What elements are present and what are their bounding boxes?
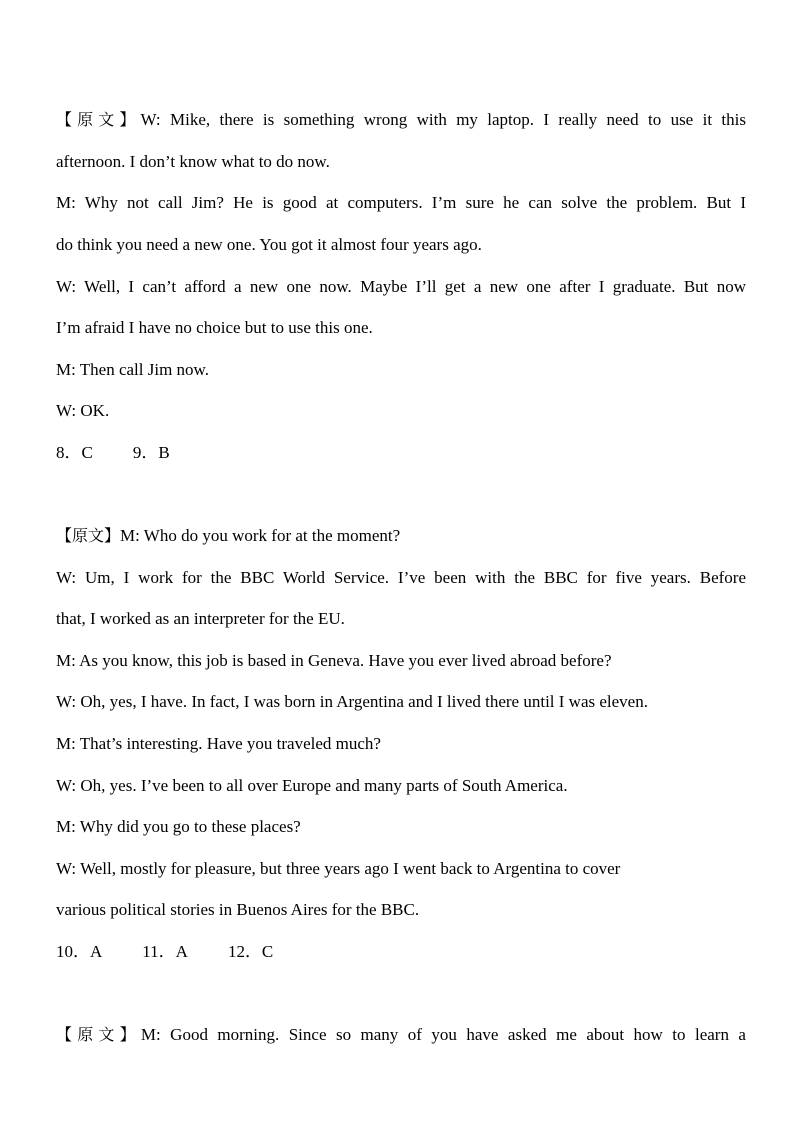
transcript-line: M: Why not call Jim? He is good at computers. I’m sure he can solve the problem. But I — [56, 193, 746, 212]
transcript-line: M: That’s interesting. Have you traveled much? — [56, 734, 381, 753]
transcript-line — [56, 108, 746, 132]
transcript-marker: 【原文】 — [56, 110, 141, 129]
transcript-line: W: Um, I work for the BBC World Service. I’ve been with the BBC for five years. Before — [56, 568, 746, 587]
dialogue-text: W: Mike, there is something wrong with my laptop. I really need to use it this — [140, 110, 746, 129]
answer-item: 8．C — [56, 443, 93, 462]
transcript-line: that, I worked as an interpreter for the EU. — [56, 609, 345, 628]
answer-item: 11．A — [142, 942, 188, 961]
transcript-line — [56, 524, 746, 548]
transcript-line: do think you need a new one. You got it almost four years ago. — [56, 235, 482, 254]
transcript-line: I’m afraid I have no choice but to use this one. — [56, 318, 373, 337]
transcript-line — [56, 1023, 746, 1047]
transcript-marker: 【原文】 — [56, 526, 121, 545]
answer-key — [56, 441, 746, 465]
transcript-line: W: Oh, yes. I’ve been to all over Europe and many parts of South America. — [56, 776, 568, 795]
transcript-line: W: Oh, yes, I have. In fact, I was born in Argentina and I lived there until I was eleven. — [56, 692, 648, 711]
transcript-line: W: OK. — [56, 401, 110, 420]
answer-item: 12．C — [227, 942, 274, 961]
answer-key — [56, 940, 746, 964]
transcript-line: M: Then call Jim now. — [56, 360, 209, 379]
transcript-line: afternoon. I don’t know what to do now. — [56, 152, 330, 171]
dialogue-text: M: Good morning. Since so many of you have asked me about how to learn a — [140, 1025, 746, 1044]
answer-item: 10．A — [56, 942, 103, 961]
transcript-line: various political stories in Buenos Aires for the BBC. — [56, 900, 420, 919]
dialogue-text: M: Who do you work for at the moment? — [120, 526, 401, 545]
transcript-line: W: Well, mostly for pleasure, but three years ago I went back to Argentina to cover — [56, 859, 621, 878]
transcript-line: M: As you know, this job is based in Geneva. Have you ever lived abroad before? — [56, 651, 612, 670]
answer-item: 9．B — [132, 443, 170, 462]
transcript-marker: 【原文】 — [56, 1025, 141, 1044]
transcript-line: M: Why did you go to these places? — [56, 817, 301, 836]
transcript-line: W: Well, I can’t afford a new one now. Maybe I’ll get a new one after I graduate. But now — [56, 277, 746, 296]
